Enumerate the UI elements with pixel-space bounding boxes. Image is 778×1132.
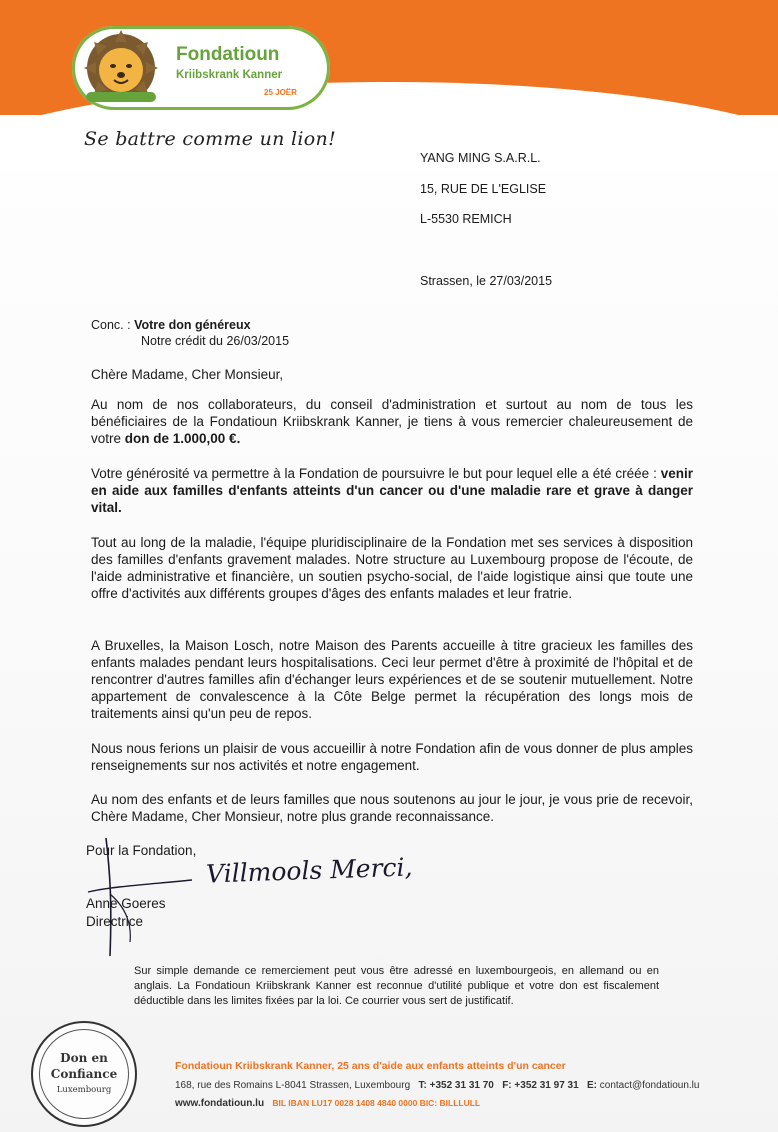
footer-email: contact@fondatioun.lu — [599, 1080, 700, 1091]
paragraph-2 — [91, 465, 693, 516]
signatory-name: Anne Goeres — [86, 896, 166, 911]
foundation-logo — [72, 26, 330, 110]
logo-years-badge: 25 JOËR — [264, 88, 297, 97]
recipient-line-3: L-5530 REMICH — [420, 212, 512, 226]
recipient-line-1: YANG MING S.A.R.L. — [420, 151, 541, 165]
footer-tagline: Fondatioun Kriibskrank Kanner, 25 ans d'aide aux enfants atteints d'un cancer — [175, 1060, 566, 1072]
footer-website: www.fondatioun.lu — [175, 1098, 265, 1109]
handwritten-thanks: Villmools Merci, — [205, 852, 413, 889]
footer-contact-line — [175, 1080, 699, 1091]
signatory-role: Directrice — [86, 914, 144, 929]
footer-fax-label: F: — [502, 1080, 512, 1091]
seal-line-2: Confiance — [50, 1067, 118, 1081]
footer-bank-details: BIL IBAN LU17 0028 1408 4840 0000 BIC: BILLLULL — [272, 1098, 481, 1108]
subject-line — [91, 318, 251, 332]
footer-tel-label: T: — [418, 1080, 427, 1091]
footer-fax: +352 31 97 31 — [514, 1080, 579, 1091]
don-en-confiance-seal — [31, 1021, 137, 1127]
footer-address: 168, rue des Romains L-8041 Strassen, Luxembourg — [175, 1080, 411, 1091]
subject-detail: Notre crédit du 26/03/2015 — [141, 334, 290, 348]
footer-email-label: E: — [587, 1080, 597, 1091]
paragraph-5: Nous nous ferions un plaisir de vous accueillir à notre Fondation afin de vous donner de plus amples renseignements sur nos activités et notre engagement. — [91, 741, 693, 773]
paragraph-4: A Bruxelles, la Maison Losch, notre Maison des Parents accueille à titre gracieux les familles des enfants malades pendant leurs hospitalisations. Ceci leur permet d'être à proximité de l'hôpital et de rencontrer d'autres familles afin d'échanger leurs expériences et de se soutenir mutuellement. Notre appartement de convalescence à la Côte Belge permet la récupération des longs mois de traitements ainsi qu'un peu de repos. — [91, 638, 693, 721]
paragraph-3: Tout au long de la maladie, l'équipe pluridisciplinaire de la Fondation met ses services à disposition des familles d'enfants gravement malades. Notre structure au Luxembourg propose de l'écoute, de l'aide administrative et financière, un soutien psycho-social, de l'aide logistique ainsi que toute une offre d'activités aux différents groupes d'âges des enfants malades et leur fratrie. — [91, 535, 693, 601]
letter-date: Strassen, le 27/03/2015 — [420, 274, 553, 288]
subject-title: Votre don généreux — [134, 318, 251, 332]
logo-subtitle: Kriibskrank Kanner — [176, 69, 283, 81]
seal-line-1: Don en — [60, 1051, 108, 1065]
recipient-line-2: 15, RUE DE L'EGLISE — [420, 182, 547, 196]
paragraph-1-text: Au nom de nos collaborateurs, du conseil d'administration et surtout au nom de tous les bénéficiaires de la Fondatioun Kriibskrank Kanner, je tiens à vous remercier chaleureusement de votre — [91, 397, 693, 446]
legal-note: Sur simple demande ce remerciement peut vous être adressé en luxembourgeois, en allemand ou en anglais. La Fondatioun Kriibskrank Kanner est reconnue d'utilité publique et votre don est fiscalement déductible dans les limites fixées par la loi. Ce courrier vous sert de justificatif. — [134, 965, 659, 1007]
subject-label: Conc. : — [91, 318, 131, 332]
footer-tel: +352 31 31 70 — [429, 1080, 494, 1091]
signature-for-line: Pour la Fondation, — [86, 843, 197, 858]
lion-mascot-icon — [78, 28, 164, 108]
foundation-mission: venir en aide aux familles d'enfants atteints d'un cancer ou d'une maladie rare et grave à danger vital. — [91, 466, 693, 515]
slogan: Se battre comme un lion! — [84, 128, 337, 150]
logo-title: Fondatioun — [176, 44, 280, 65]
salutation: Chère Madame, Cher Monsieur, — [91, 367, 284, 382]
footer-web-line — [175, 1098, 480, 1109]
paragraph-1 — [91, 396, 693, 447]
seal-line-3: Luxembourg — [56, 1085, 112, 1095]
paragraph-2-text: Votre générosité va permettre à la Fondation de poursuivre le but pour lequel elle a été créée : — [91, 466, 661, 481]
paragraph-6: Au nom des enfants et de leurs familles que nous soutenons au jour le jour, je vous prie de recevoir, Chère Madame, Cher Monsieur, notre plus grande reconnaissance. — [91, 792, 693, 824]
donation-amount: don de 1.000,00 €. — [124, 431, 241, 446]
